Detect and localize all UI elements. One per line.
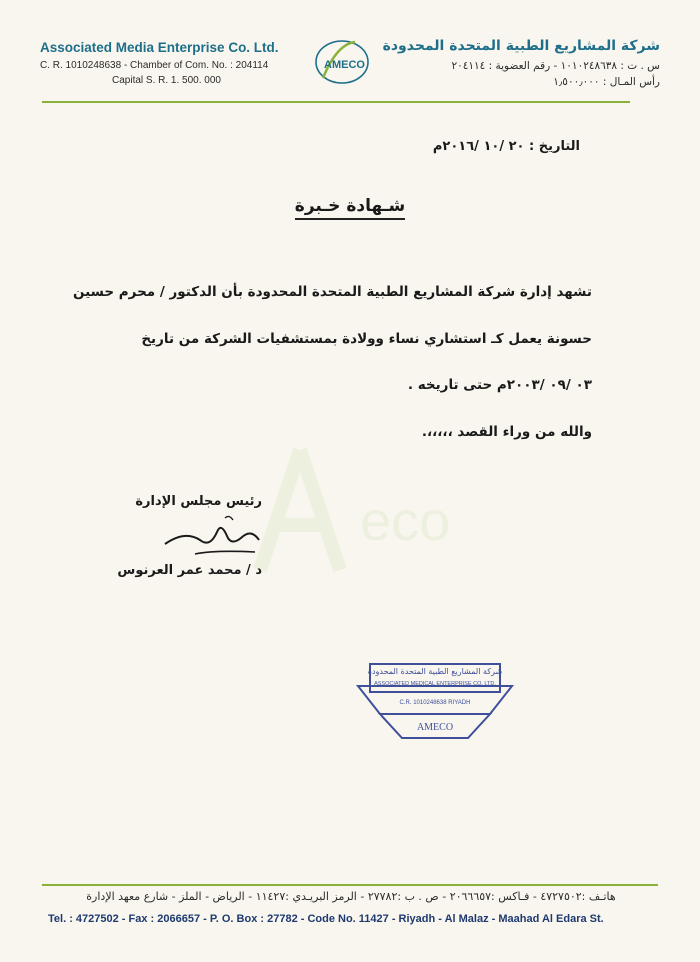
cr-number-ar: س . ت : ١٠١٠٢٤٨٦٣٨ - رقم العضوية : ٢٠٤١١٤ <box>451 60 660 72</box>
footer-divider <box>42 884 658 886</box>
capital-en: Capital S. R. 1. 500. 000 <box>112 75 221 86</box>
ameco-logo-icon <box>313 38 371 86</box>
svg-text:AMECO: AMECO <box>324 59 365 71</box>
ameco-watermark-icon <box>240 440 500 580</box>
body-line-1: تشهد إدارة شركة المشاريع الطبية المتحدة المحدودة بأن الدكتور / محرم حسين <box>72 284 592 300</box>
header-divider <box>42 101 630 103</box>
svg-text:C.R. 1010248638 RIYADH: C.R. 1010248638 RIYADH <box>399 700 471 706</box>
footer-contact-ar: هاتـف :٤٧٢٧٥٠٢ - فـاكس :٢٠٦٦٦٥٧ - ص . ب :٢٧٧٨٢ - الرمز البريـدي :١١٤٢٧ - الرياض - الملز - شارع معهد الإدارة <box>86 890 616 903</box>
company-name-ar: شركة المشاريع الطبية المتحدة المحدودة <box>382 38 660 54</box>
letter-title <box>0 196 700 216</box>
svg-text:شركة المشاريع الطبية المتحدة ا: شركة المشاريع الطبية المتحدة المحدودة <box>367 667 503 676</box>
handwritten-signature-icon <box>155 510 275 562</box>
capital-ar: رأس المـال : ١٫٥٠٠٫٠٠٠ <box>553 76 660 88</box>
svg-text:ASSOCIATED MEDICAL ENTERPRISE: ASSOCIATED MEDICAL ENTERPRISE CO. LTD. <box>374 681 496 687</box>
cr-number-en: C. R. 1010248638 - Chamber of Com. No. : 204114 <box>40 60 269 71</box>
body-line-2: حسونة يعمل كـ استشاري نساء وولادة بمستشفيات الشركة من تاريخ <box>141 331 592 347</box>
signatory-name: د / محمد عمر العرنوس <box>117 563 262 578</box>
header-english <box>40 40 310 86</box>
body-line-4: والله من وراء القصد ،،،،،. <box>421 424 592 440</box>
body-line-3: ٠٣ /٠٩ /٢٠٠٣م حتى تاريخه . <box>407 377 592 393</box>
header-arabic <box>382 38 660 88</box>
svg-text:AMECO: AMECO <box>416 722 454 733</box>
svg-text:eco: eco <box>360 489 451 552</box>
letter-date: التاريخ : ٢٠ /١٠ /٢٠١٦م <box>432 139 580 154</box>
company-name-en: Associated Media Enterprise Co. Ltd. <box>40 40 279 55</box>
letter-title-text: شـهادة خـبرة <box>295 196 405 220</box>
company-stamp-icon <box>350 642 520 742</box>
footer-contact-en: Tel. : 4727502 - Fax : 2066657 - P. O. Box : 27782 - Code No. 11427 - Riyadh - Al Malaz - Maahad Al Edara St. <box>48 913 604 925</box>
signatory-title: رئيس مجلس الإدارة <box>135 494 262 509</box>
